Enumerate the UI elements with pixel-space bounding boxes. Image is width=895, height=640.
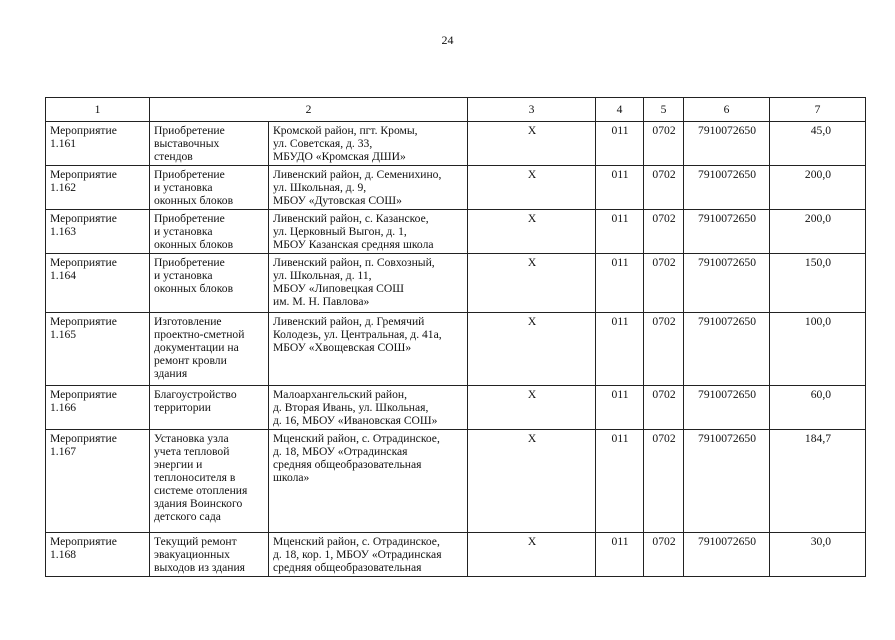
name-cell: Изготовление проектно-сметной документации на ремонт кровли здания bbox=[150, 313, 269, 386]
header-cell-5: 5 bbox=[644, 98, 684, 122]
col7-cell: 100,0 bbox=[770, 313, 866, 386]
measure-cell: Мероприятие 1.166 bbox=[46, 386, 150, 430]
name-cell: Благоустройство территории bbox=[150, 386, 269, 430]
col4-cell: 011 bbox=[596, 122, 644, 166]
header-cell-3: 3 bbox=[468, 98, 596, 122]
name-cell: Установка узла учета тепловой энергии и теплоносителя в системе отопления здания Воинского детского сада bbox=[150, 430, 269, 533]
col4-cell: 011 bbox=[596, 166, 644, 210]
col6-cell: 7910072650 bbox=[684, 122, 770, 166]
table-row bbox=[46, 313, 866, 386]
col5-cell: 0702 bbox=[644, 210, 684, 254]
col6-cell: 7910072650 bbox=[684, 533, 770, 577]
table-row bbox=[46, 254, 866, 313]
table-row bbox=[46, 166, 866, 210]
name-cell: Приобретение выставочных стендов bbox=[150, 122, 269, 166]
measure-cell: Мероприятие 1.161 bbox=[46, 122, 150, 166]
col3-cell: Х bbox=[468, 122, 596, 166]
col3-cell: Х bbox=[468, 210, 596, 254]
col3-cell: Х bbox=[468, 430, 596, 533]
table-row bbox=[46, 210, 866, 254]
col3-cell: Х bbox=[468, 313, 596, 386]
header-cell-7: 7 bbox=[770, 98, 866, 122]
measures-table bbox=[45, 97, 866, 577]
col6-cell: 7910072650 bbox=[684, 166, 770, 210]
col5-cell: 0702 bbox=[644, 166, 684, 210]
table-header-row bbox=[46, 98, 866, 122]
address-cell: Мценский район, с. Отрадинское, д. 18, кор. 1, МБОУ «Отрадинская средняя общеобразовательная bbox=[269, 533, 468, 577]
address-cell: Ливенский район, д. Семенихино, ул. Школьная, д. 9, МБОУ «Дутовская СОШ» bbox=[269, 166, 468, 210]
col6-cell: 7910072650 bbox=[684, 386, 770, 430]
table-row bbox=[46, 122, 866, 166]
col5-cell: 0702 bbox=[644, 533, 684, 577]
measure-cell: Мероприятие 1.168 bbox=[46, 533, 150, 577]
col3-cell: Х bbox=[468, 386, 596, 430]
col3-cell: Х bbox=[468, 533, 596, 577]
col6-cell: 7910072650 bbox=[684, 210, 770, 254]
address-cell: Мценский район, с. Отрадинское, д. 18, МБОУ «Отрадинская средняя общеобразовательная школа» bbox=[269, 430, 468, 533]
header-cell-4: 4 bbox=[596, 98, 644, 122]
header-cell-6: 6 bbox=[684, 98, 770, 122]
table-row bbox=[46, 430, 866, 533]
col4-cell: 011 bbox=[596, 386, 644, 430]
page-number: 24 bbox=[441, 33, 454, 47]
address-cell: Малоархангельский район, д. Вторая Ивань, ул. Школьная, д. 16, МБОУ «Ивановская СОШ» bbox=[269, 386, 468, 430]
address-cell: Ливенский район, с. Казанское, ул. Церковный Выгон, д. 1, МБОУ Казанская средняя школа bbox=[269, 210, 468, 254]
name-cell: Приобретение и установка оконных блоков bbox=[150, 210, 269, 254]
col6-cell: 7910072650 bbox=[684, 430, 770, 533]
col5-cell: 0702 bbox=[644, 122, 684, 166]
col3-cell: Х bbox=[468, 254, 596, 313]
name-cell: Текущий ремонт эвакуационных выходов из здания bbox=[150, 533, 269, 577]
measure-cell: Мероприятие 1.162 bbox=[46, 166, 150, 210]
name-cell: Приобретение и установка оконных блоков bbox=[150, 254, 269, 313]
address-cell: Ливенский район, д. Гремячий Колодезь, ул. Центральная, д. 41а, МБОУ «Хвощевская СОШ» bbox=[269, 313, 468, 386]
header-cell-1: 1 bbox=[46, 98, 150, 122]
col4-cell: 011 bbox=[596, 210, 644, 254]
col4-cell: 011 bbox=[596, 254, 644, 313]
address-cell: Ливенский район, п. Совхозный, ул. Школьная, д. 11, МБОУ «Липовецкая СОШ им. М. Н. Павлова» bbox=[269, 254, 468, 313]
col7-cell: 200,0 bbox=[770, 210, 866, 254]
measure-cell: Мероприятие 1.167 bbox=[46, 430, 150, 533]
col5-cell: 0702 bbox=[644, 430, 684, 533]
table-row bbox=[46, 386, 866, 430]
col7-cell: 30,0 bbox=[770, 533, 866, 577]
measure-cell: Мероприятие 1.164 bbox=[46, 254, 150, 313]
measure-cell: Мероприятие 1.163 bbox=[46, 210, 150, 254]
col5-cell: 0702 bbox=[644, 313, 684, 386]
table-row bbox=[46, 533, 866, 577]
col7-cell: 200,0 bbox=[770, 166, 866, 210]
address-cell: Кромской район, пгт. Кромы, ул. Советская, д. 33, МБУДО «Кромская ДШИ» bbox=[269, 122, 468, 166]
col6-cell: 7910072650 bbox=[684, 254, 770, 313]
col7-cell: 45,0 bbox=[770, 122, 866, 166]
col5-cell: 0702 bbox=[644, 386, 684, 430]
header-cell-2: 2 bbox=[150, 98, 468, 122]
col5-cell: 0702 bbox=[644, 254, 684, 313]
col7-cell: 184,7 bbox=[770, 430, 866, 533]
col7-cell: 60,0 bbox=[770, 386, 866, 430]
measure-cell: Мероприятие 1.165 bbox=[46, 313, 150, 386]
col3-cell: Х bbox=[468, 166, 596, 210]
col6-cell: 7910072650 bbox=[684, 313, 770, 386]
col4-cell: 011 bbox=[596, 313, 644, 386]
col7-cell: 150,0 bbox=[770, 254, 866, 313]
col4-cell: 011 bbox=[596, 533, 644, 577]
name-cell: Приобретение и установка оконных блоков bbox=[150, 166, 269, 210]
col4-cell: 011 bbox=[596, 430, 644, 533]
